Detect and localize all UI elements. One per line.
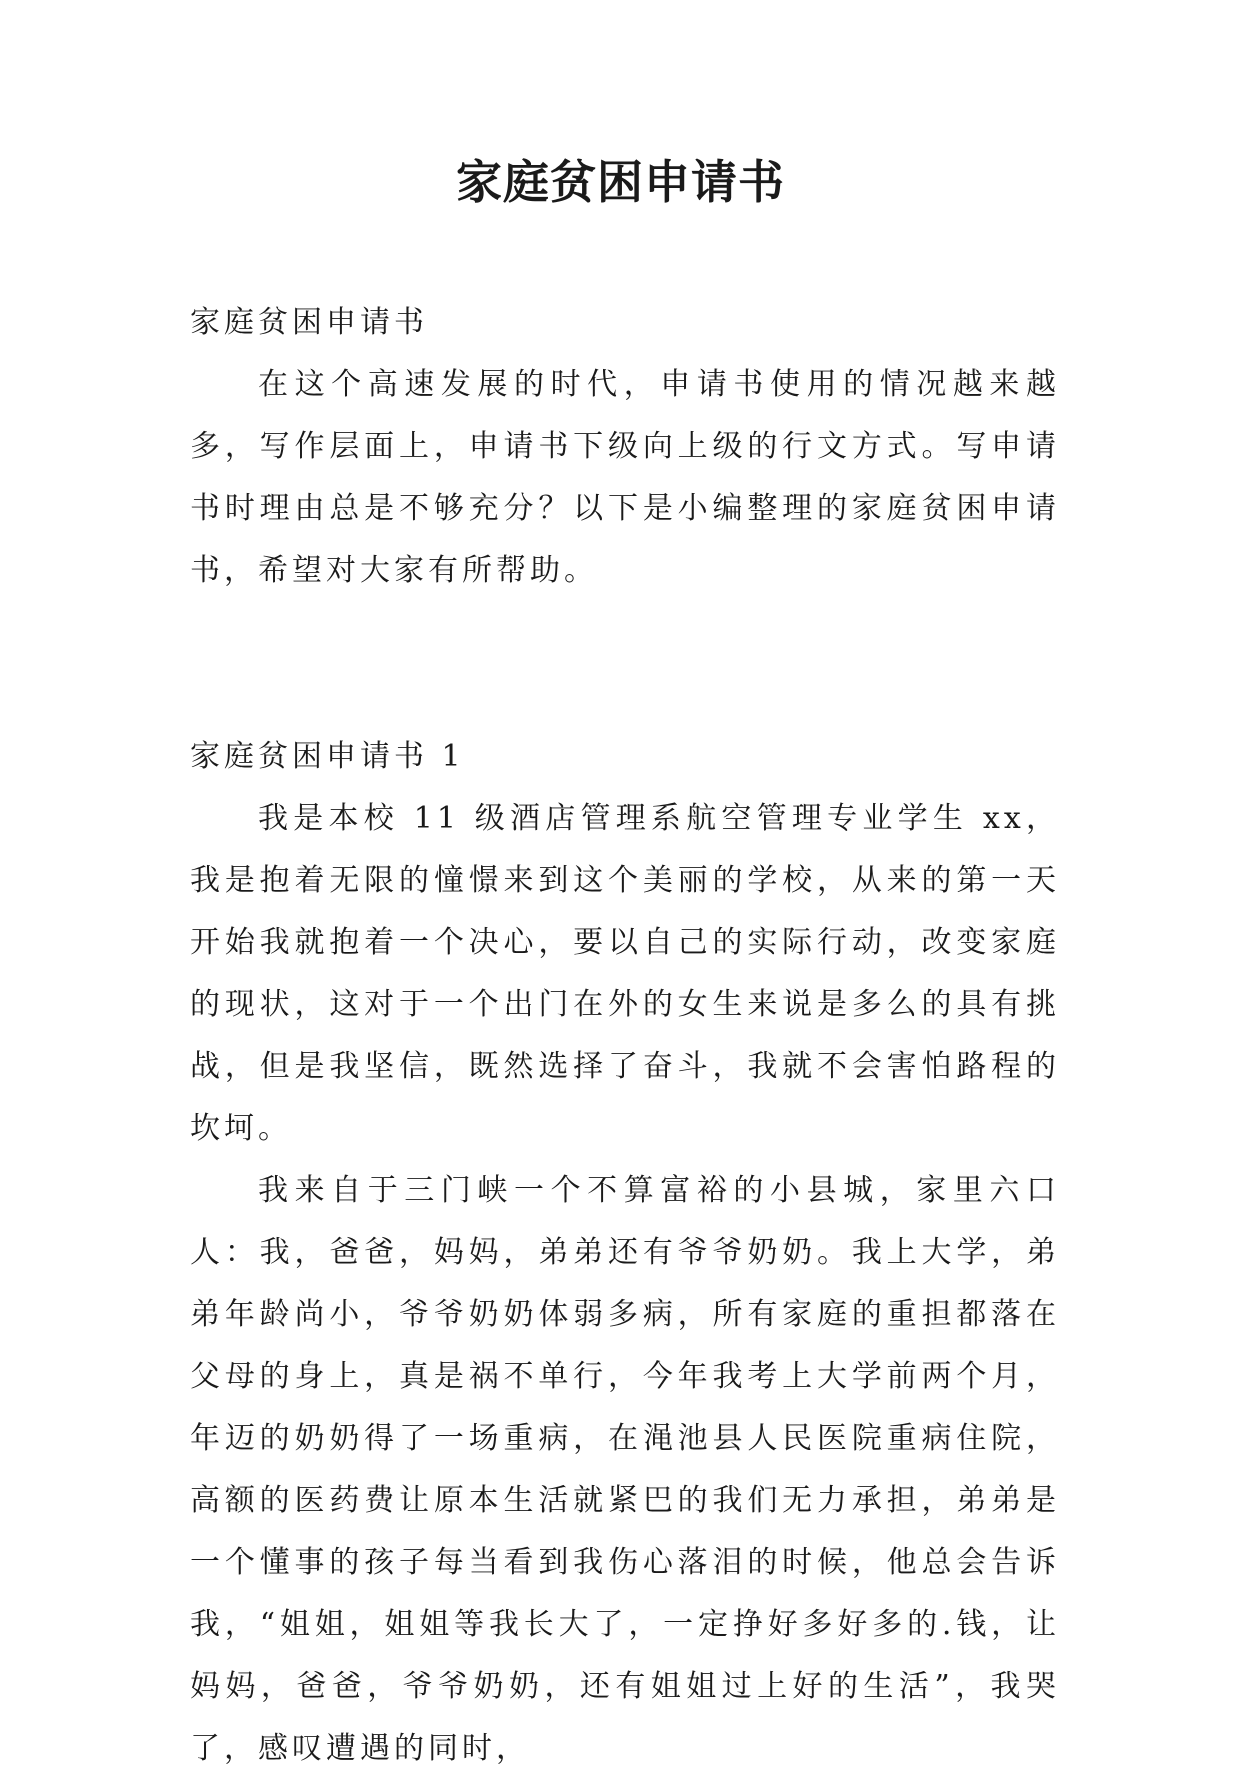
section1-paragraph-1: 我是本校 11 级酒店管理系航空管理专业学生 xx，我是抱着无限的憧憬来到这个美丽的学校，从来的第一天开始我就抱着一个决心，要以自己的实际行动，改变家庭的现状，这对于一个出门在外的女生来说是多么的具有挑战，但是我坚信，既然选择了奋斗，我就不会害怕路程的坎坷。 (190, 801, 1060, 1146)
section1-heading: 家庭贫困申请书 1 (190, 739, 465, 774)
intro-heading: 家庭贫困申请书 (190, 305, 428, 340)
section-spacer (190, 602, 1060, 726)
document-title: 家庭贫困申请书 (456, 155, 785, 209)
document-body (190, 292, 1060, 1780)
intro-paragraph: 在这个高速发展的时代，申请书使用的情况越来越多，写作层面上，申请书下级向上级的行文方式。写申请书时理由总是不够充分？以下是小编整理的家庭贫困申请书，希望对大家有所帮助。 (190, 367, 1060, 588)
section1-paragraph-2: 我来自于三门峡一个不算富裕的小县城，家里六口人：我，爸爸，妈妈，弟弟还有爷爷奶奶。我上大学，弟弟年龄尚小，爷爷奶奶体弱多病，所有家庭的重担都落在父母的身上，真是祸不单行，今年我考上大学前两个月，年迈的奶奶得了一场重病，在渑池县人民医院重病住院，高额的医药费让原本生活就紧巴的我们无力承担，弟弟是一个懂事的孩子每当看到我伤心落泪的时候，他总会告诉我，“姐姐，姐姐等我长大了，一定挣好多好多的.钱，让妈妈，爸爸，爷爷奶奶，还有姐姐过上好的生活”，我哭了，感叹遭遇的同时， (190, 1173, 1060, 1766)
